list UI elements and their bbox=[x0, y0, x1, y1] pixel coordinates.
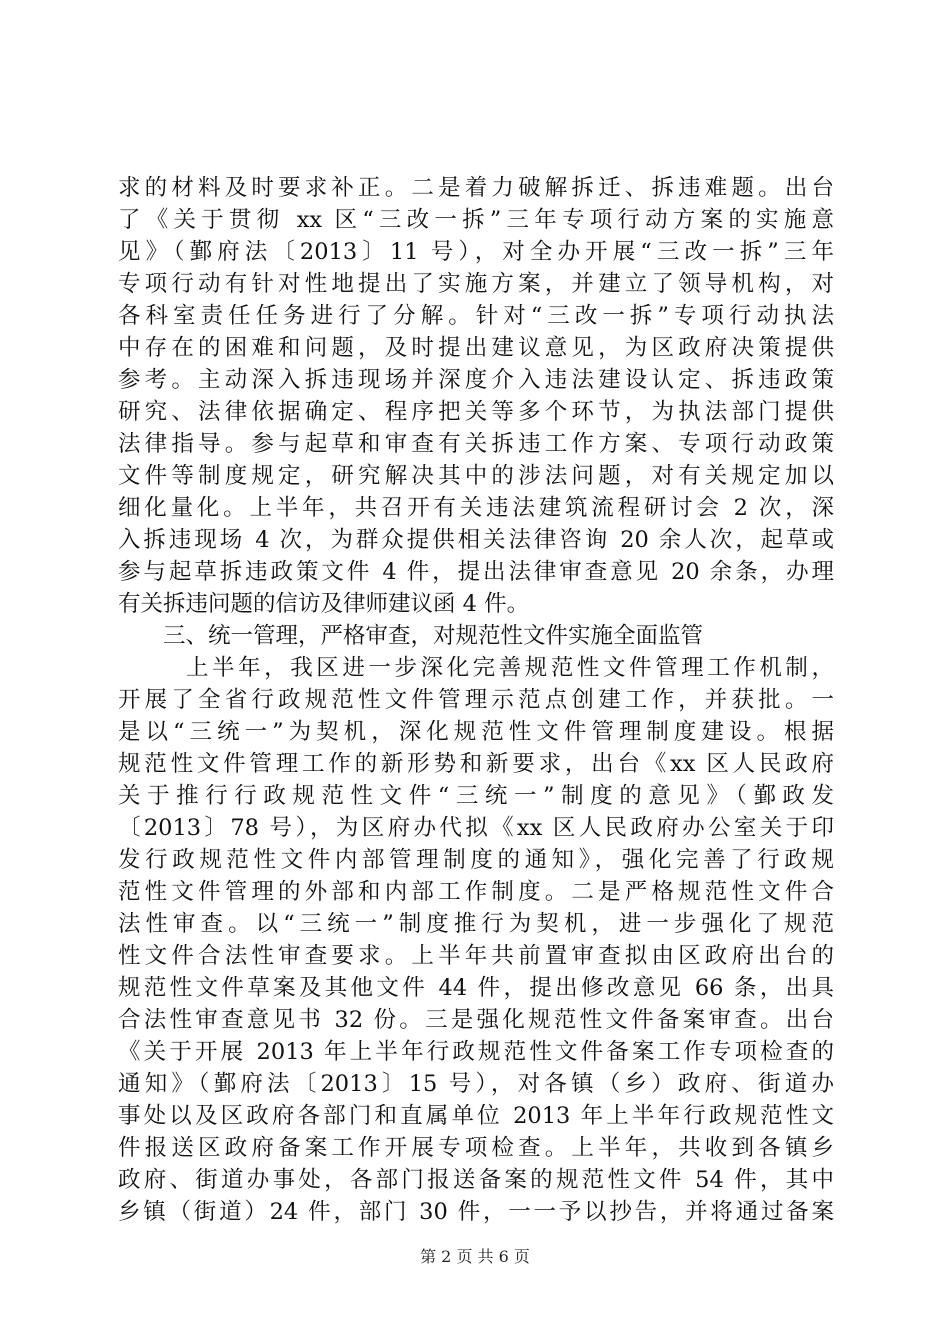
text-line: 了《关于贯彻 xx 区“三改一拆”三年专项行动方案的实施意 bbox=[118, 207, 834, 233]
text-line: 关于推行行政规范性文件“三统一”制度的意见》（鄞政发 bbox=[118, 783, 834, 809]
document-body bbox=[118, 172, 834, 1228]
text-line: 专项行动有针对性地提出了实施方案，并建立了领导机构，对 bbox=[118, 271, 834, 297]
text-line: 政府、街道办事处，各部门报送备案的规范性文件 54 件，其中 bbox=[118, 1167, 834, 1193]
text-line: 研究、法律依据确定、程序把关等多个环节，为执法部门提供 bbox=[118, 399, 834, 425]
text-line: 发行政规范性文件内部管理制度的通知》，强化完善了行政规 bbox=[118, 847, 834, 873]
text-line: 是以“三统一”为契机，深化规范性文件管理制度建设。根据 bbox=[118, 719, 834, 745]
text-line: 见》（鄞府法〔2013〕11 号），对全办开展“三改一拆”三年 bbox=[118, 239, 834, 265]
text-line: 入拆违现场 4 次，为群众提供相关法律咨询 20 余人次，起草或 bbox=[118, 527, 834, 553]
text-line: 开展了全省行政规范性文件管理示范点创建工作，并获批。一 bbox=[118, 687, 834, 713]
text-line: 合法性审查意见书 32 份。三是强化规范性文件备案审查。出台 bbox=[118, 1007, 834, 1033]
text-line: 法律指导。参与起草和审查有关拆违工作方案、专项行动政策 bbox=[118, 431, 834, 457]
text-line: 细化量化。上半年，共召开有关违法建筑流程研讨会 2 次，深 bbox=[118, 495, 834, 521]
text-line: 规范性文件草案及其他文件 44 件，提出修改意见 66 条，出具 bbox=[118, 975, 834, 1001]
text-line: 事处以及区政府各部门和直属单位 2013 年上半年行政规范性文 bbox=[118, 1103, 834, 1129]
text-line: 规范性文件管理工作的新形势和新要求，出台《xx 区人民政府 bbox=[118, 751, 834, 777]
text-line: 上半年，我区进一步深化完善规范性文件管理工作机制， bbox=[186, 655, 834, 681]
section-heading: 三、统一管理，严格审查，对规范性文件实施全面监管 bbox=[163, 623, 704, 649]
text-line: 范性文件管理的外部和内部工作制度。二是严格规范性文件合 bbox=[118, 879, 834, 905]
text-line: 乡镇（街道）24 件，部门 30 件，一一予以抄告，并将通过备案 bbox=[118, 1199, 834, 1225]
page-footer: 第 2 页 共 6 页 bbox=[420, 1247, 530, 1266]
text-line: 件报送区政府备案工作开展专项检查。上半年，共收到各镇乡 bbox=[118, 1135, 834, 1161]
text-line: 通知》（鄞府法〔2013〕15 号），对各镇（乡）政府、街道办 bbox=[118, 1071, 834, 1097]
text-line: 中存在的困难和问题，及时提出建议意见，为区政府决策提供 bbox=[118, 335, 834, 361]
text-line: 求的材料及时要求补正。二是着力破解拆迁、拆违难题。出台 bbox=[118, 175, 834, 201]
text-line: 参考。主动深入拆违现场并深度介入违法建设认定、拆违政策 bbox=[118, 367, 834, 393]
text-line: 性文件合法性审查要求。上半年共前置审查拟由区政府出台的 bbox=[118, 943, 834, 969]
text-line: 有关拆违问题的信访及律师建议函 4 件。 bbox=[118, 591, 530, 617]
text-line: 各科室责任任务进行了分解。针对“三改一拆”专项行动执法 bbox=[118, 303, 834, 329]
text-line: 〔2013〕78 号），为区府办代拟《xx 区人民政府办公室关于印 bbox=[118, 815, 834, 841]
text-line: 法性审查。以“三统一”制度推行为契机，进一步强化了规范 bbox=[118, 911, 834, 937]
text-line: 参与起草拆违政策文件 4 件，提出法律审查意见 20 余条，办理 bbox=[118, 559, 834, 585]
text-line: 文件等制度规定，研究解决其中的涉法问题，对有关规定加以 bbox=[118, 463, 834, 489]
text-line: 《关于开展 2013 年上半年行政规范性文件备案工作专项检查的 bbox=[118, 1039, 834, 1065]
